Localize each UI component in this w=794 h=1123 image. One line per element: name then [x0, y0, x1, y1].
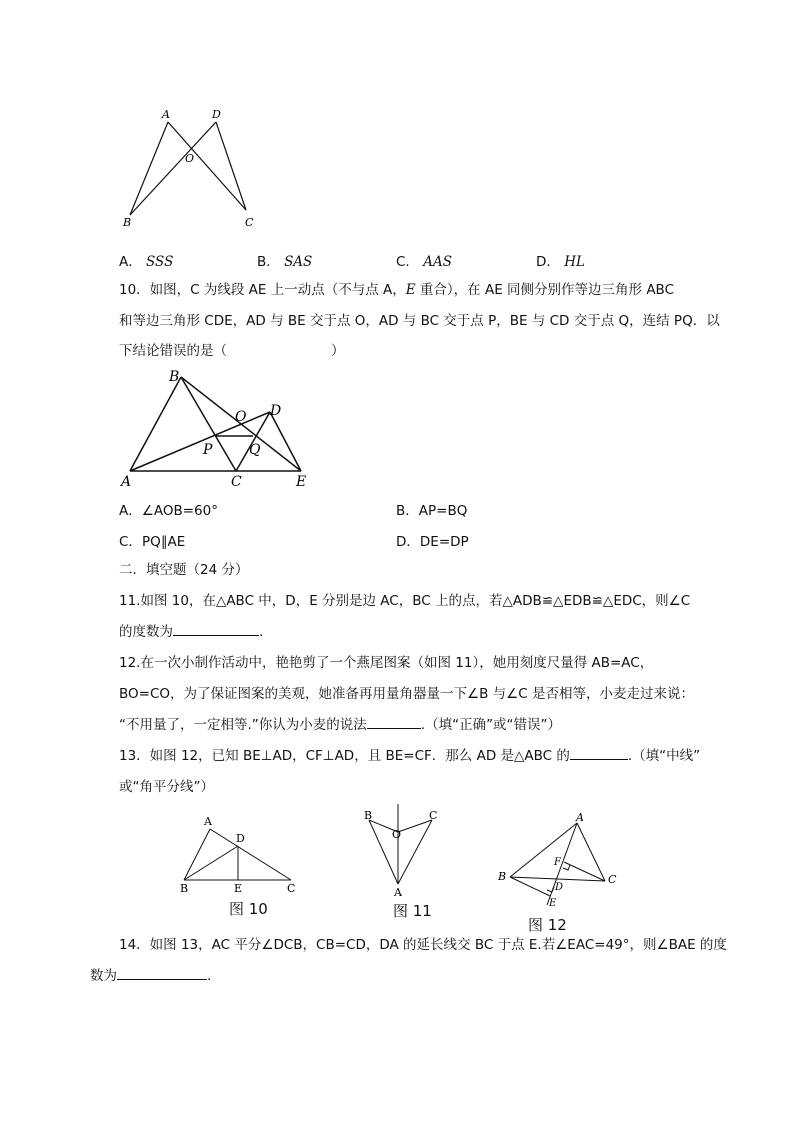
q9-label-c: C	[245, 216, 254, 229]
q10-label-a: A	[121, 474, 132, 490]
q10-option-b: B．AP=BQ	[396, 503, 468, 519]
fig12-label-b: B	[498, 870, 507, 883]
fig10-label-d: D	[236, 832, 245, 845]
fig11-label-b: B	[364, 809, 373, 822]
figure-11	[360, 800, 450, 900]
q10-line-2: 和等边三角形 CDE，AD 与 BE 交于点 O，AD 与 BC 交于点 P，BE 与 CD 交于点 Q，连结 PQ．以	[119, 313, 720, 329]
q10-option-c: C．PQ∥AE	[119, 534, 186, 550]
q10-line-1: 10．如图，C 为线段 AE 上一动点（不与点 A，E 重合），在 AE 同侧分别作等边三角形 ABC	[119, 282, 675, 298]
fig12-label-d: D	[555, 882, 564, 893]
figure-12	[492, 810, 627, 910]
q9-label-b: B	[123, 216, 132, 229]
fig11-label-a: A	[394, 886, 402, 899]
q10-label-b: B	[169, 369, 180, 385]
q12-line-1: 12.在一次小制作活动中，艳艳剪了一个燕尾图案（如图 11），她用刻度尺量得 AB=AC，	[119, 655, 654, 671]
q14-line-2: 数为 .	[90, 968, 212, 984]
fig10-label-a: A	[204, 815, 212, 828]
q9-figure	[110, 105, 270, 235]
q10-label-o: O	[235, 409, 247, 425]
figure-10-caption: 图 10	[229, 900, 268, 918]
q14-line-1: 14．如图 13，AC 平分∠DCB，CB=CD，DA 的延长线交 BC 于点 E.若∠EAC=49°，则∠BAE 的度	[119, 937, 727, 953]
figure-10	[172, 812, 307, 897]
q10-label-p: P	[203, 442, 213, 458]
answer-blank[interactable]	[117, 967, 207, 980]
q9-option-a: A． SSS	[119, 254, 174, 270]
q9-label-d: D	[212, 108, 221, 121]
q10-label-e: E	[296, 474, 307, 490]
fig12-label-c: C	[608, 873, 617, 886]
q9-option-c: C． AAS	[396, 254, 452, 270]
figure-12-caption: 图 12	[528, 916, 567, 934]
q12-line-3: “不用量了，一定相等.”你认为小麦的说法 .（填“正确”或“错误”）	[119, 717, 562, 733]
fig11-label-c: C	[429, 809, 438, 822]
fig10-label-b: B	[180, 882, 189, 895]
section-title: 二．填空题（24 分）	[119, 562, 249, 578]
fig10-label-e: E	[234, 882, 243, 895]
q10-option-a: A．∠AOB=60°	[119, 503, 218, 519]
fig10-label-c: C	[287, 882, 296, 895]
q9-label-o: O	[185, 152, 195, 165]
q9-option-b: B． SAS	[257, 254, 313, 270]
answer-blank[interactable]	[367, 716, 421, 729]
q13-line-2: 或“角平分线”）	[119, 779, 214, 795]
q10-line-3: 下结论错误的是（ ）	[119, 343, 345, 359]
q13-line-1: 13．如图 12，已知 BE⊥AD，CF⊥AD，且 BE=CF．那么 AD 是△ABC 的 .（填“中线”	[119, 748, 701, 764]
q9-label-a: A	[162, 108, 170, 121]
q9-option-d: D． HL	[536, 254, 585, 270]
q10-figure	[115, 365, 325, 490]
fig12-label-f: F	[554, 857, 561, 868]
q10-option-d: D．DE=DP	[396, 534, 469, 550]
q10-label-q: Q	[249, 442, 261, 458]
q10-label-d: D	[270, 403, 282, 419]
figure-11-caption: 图 11	[393, 902, 432, 920]
q11-line-1: 11.如图 10，在△ABC 中，D，E 分别是边 AC，BC 上的点，若△ADB≌△EDB≌△EDC，则∠C	[119, 593, 691, 609]
q12-line-2: BO=CO，为了保证图案的美观，她准备再用量角器量一下∠B 与∠C 是否相等，小麦走过来说：	[119, 686, 694, 702]
fig12-label-e: E	[549, 898, 557, 909]
answer-blank[interactable]	[570, 747, 628, 760]
q11-line-2: 的度数为 .	[119, 624, 264, 640]
answer-blank[interactable]	[173, 623, 259, 636]
fig11-label-o: O	[392, 828, 402, 841]
fig12-label-a: A	[576, 811, 584, 824]
q10-label-c: C	[231, 474, 242, 490]
